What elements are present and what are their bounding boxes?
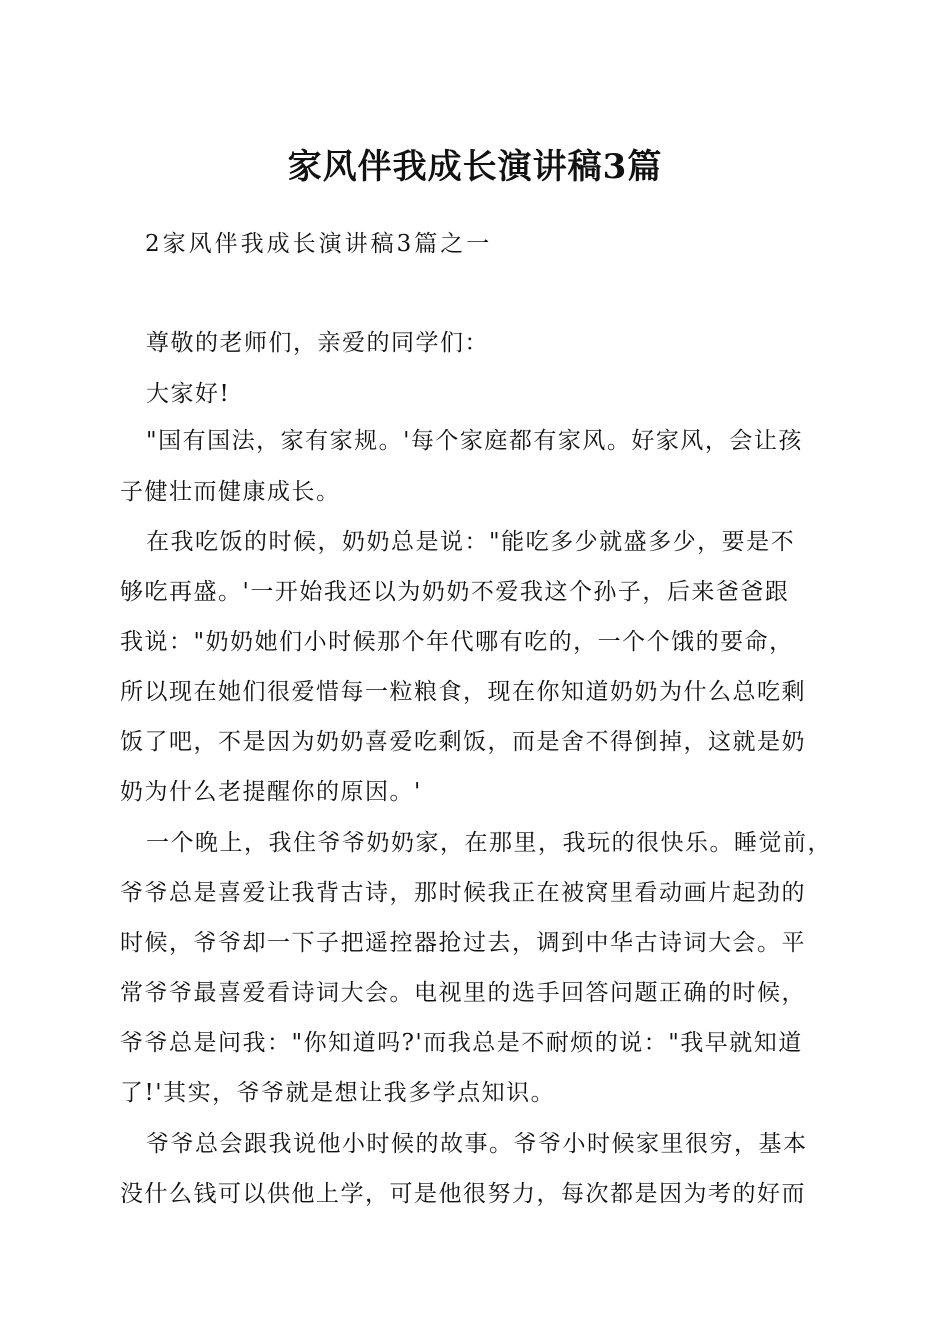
text-line: 子健壮而健康成长。: [120, 479, 341, 505]
document-subtitle: 2家风伴我成长演讲稿3篇之一: [145, 231, 493, 257]
document-title: 家风伴我成长演讲稿3篇: [287, 147, 663, 187]
text-line: 爷爷总会跟我说他小时候的故事。爷爷小时候家里很穷，基本: [146, 1131, 808, 1157]
text-line: 一个晚上，我住爷爷奶奶家，在那里，我玩的很快乐。睡觉前，: [146, 830, 832, 856]
text-line: 所以现在她们很爱惜每一粒粮食，现在你知道奶奶为什么总吃剩: [120, 679, 806, 705]
text-line: 没什么钱可以供他上学，可是他很努力，每次都是因为考的好而: [120, 1181, 806, 1207]
text-line: 大家好!: [146, 381, 231, 407]
text-line: "国有国法，家有家规。'每个家庭都有家风。好家风，会让孩: [146, 428, 803, 454]
text-line: 奶为什么老提醒你的原因。': [120, 779, 422, 805]
text-line: 尊敬的老师们，亲爱的同学们：: [146, 330, 489, 356]
text-line: 爷爷总是问我："你知道吗?'而我总是不耐烦的说："我早就知道: [120, 1030, 803, 1056]
text-line: 常爷爷最喜爱看诗词大会。电视里的选手回答问题正确的时候，: [120, 980, 806, 1006]
text-line: 爷爷总是喜爱让我背古诗，那时候我正在被窝里看动画片起劲的: [120, 880, 806, 906]
text-line: 时候，爷爷却一下子把遥控器抢过去，调到中华古诗词大会。平: [120, 930, 806, 956]
text-line: 了!'其实，爷爷就是想让我多学点知识。: [120, 1080, 556, 1106]
text-line: 饭了吧，不是因为奶奶喜爱吃剩饭，而是舍不得倒掉，这就是奶: [120, 729, 806, 755]
text-line: 我说："奶奶她们小时候那个年代哪有吃的，一个个饿的要命，: [120, 629, 794, 655]
text-line: 在我吃饭的时候，奶奶总是说："能吃多少就盛多少，要是不: [146, 529, 796, 555]
text-line: 够吃再盛。'一开始我还以为奶奶不爱我这个孙子，后来爸爸跟: [120, 579, 790, 605]
